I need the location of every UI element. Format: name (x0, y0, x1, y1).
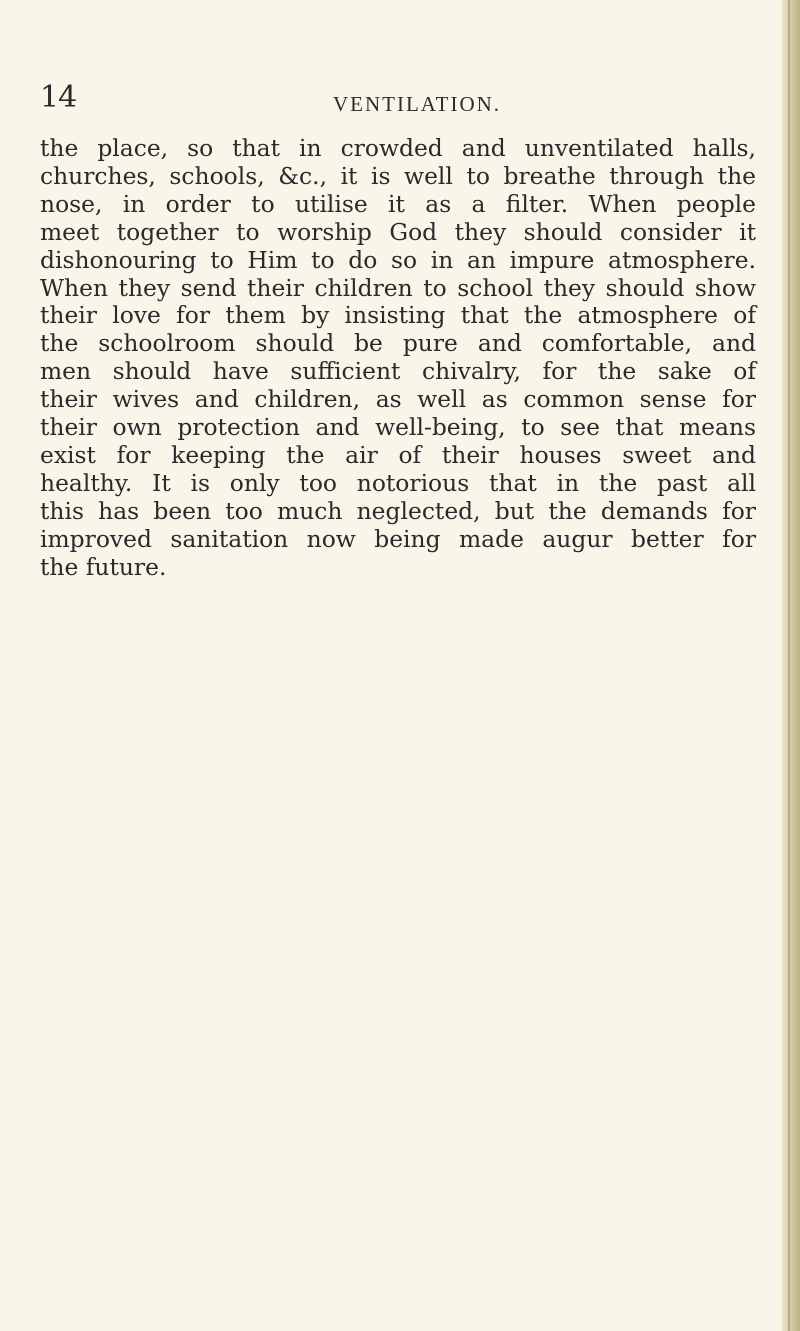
text-line: men should have sufficient chivalry, for the sake of (40, 357, 756, 386)
page-number: 14 (40, 80, 77, 115)
text-line: dishonouring to Him to do so in an impure atmosphere. (40, 245, 756, 274)
text-line: When they send their children to school they should show (40, 273, 756, 302)
text-line: the place, so that in crowded and unventilated halls, (40, 134, 756, 162)
text-line: improved sanitation now being made augur better for (40, 524, 756, 553)
text-line: their wives and children, as well as common sense for (40, 385, 756, 414)
page-edge-shadow (782, 0, 800, 1331)
page-edge-line (788, 0, 790, 1331)
text-line: this has been too much neglected, but the demands for (40, 496, 756, 525)
text-line: the schoolroom should be pure and comfortable, and (40, 329, 756, 358)
text-line: churches, schools, &c., it is well to breathe through the (40, 161, 756, 190)
text-line: healthy. It is only too notorious that in the past all (40, 468, 756, 497)
running-head: VENTILATION. (333, 92, 502, 116)
text-line: meet together to worship God they should consider it (40, 217, 756, 246)
text-line: their own protection and well-being, to see that means (40, 413, 756, 442)
text-line: the future. (40, 552, 167, 581)
text-line: nose, in order to utilise it as a filter. When people (40, 189, 756, 218)
text-line: exist for keeping the air of their houses sweet and (40, 440, 756, 469)
text-line: their love for them by insisting that the atmosphere of (40, 301, 756, 330)
body-paragraph (40, 135, 756, 582)
